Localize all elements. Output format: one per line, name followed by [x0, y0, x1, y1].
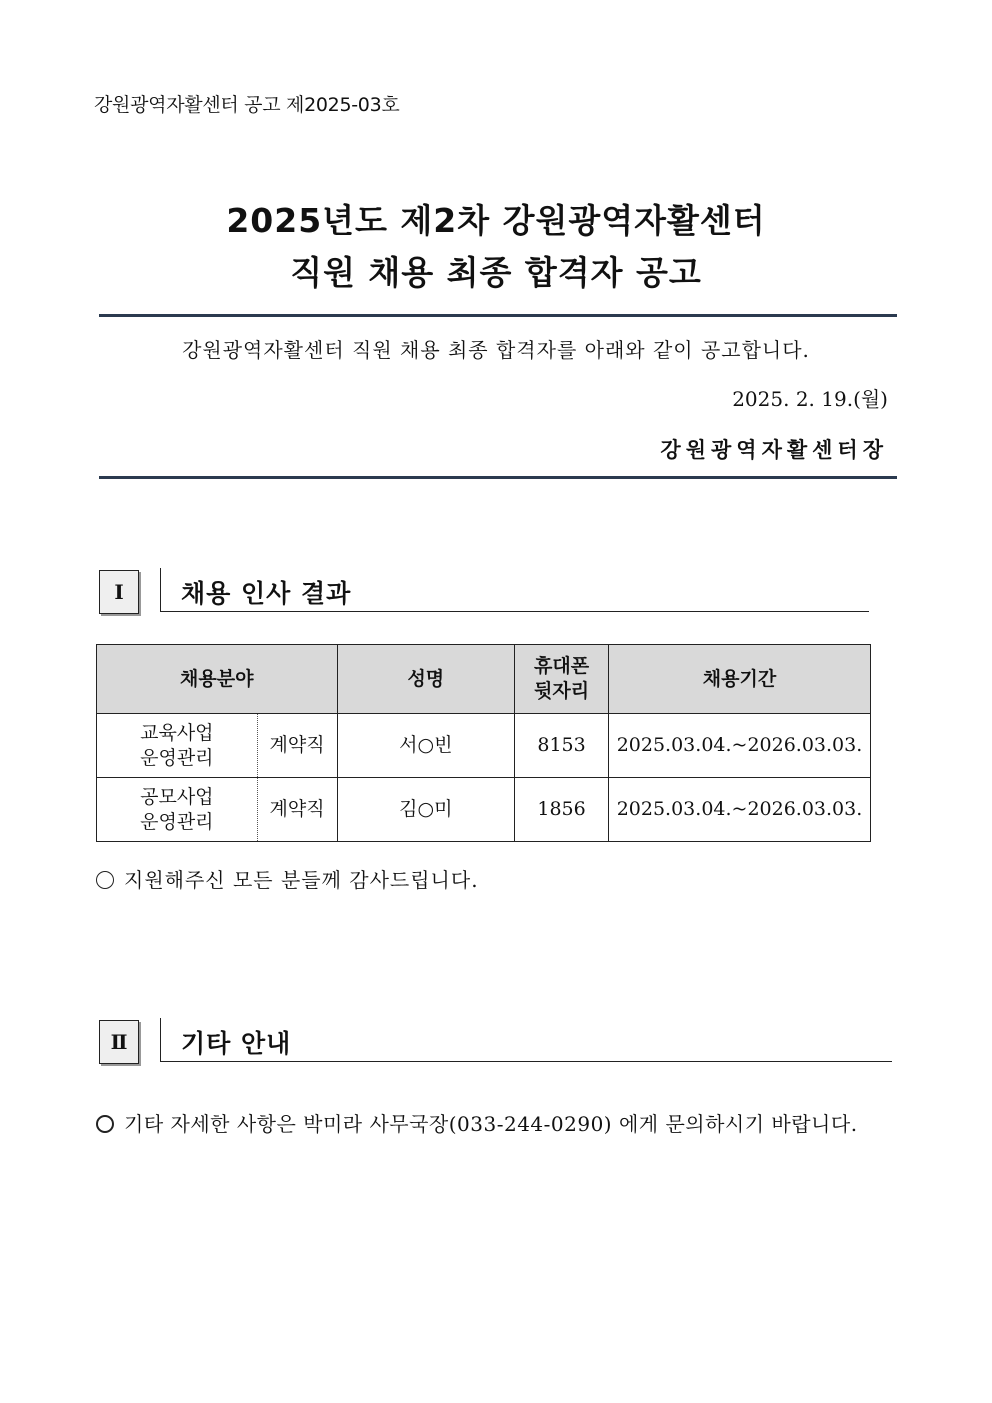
notice-number: 강원광역자활센터 공고 제2025-03호 [94, 94, 400, 116]
cell-type: 계약직 [257, 778, 337, 842]
top-divider [99, 314, 897, 317]
section2-number: Ⅱ [99, 1020, 139, 1064]
header-phone: 휴대폰 뒷자리 [515, 645, 609, 714]
thanks-note [96, 864, 479, 893]
table-row [97, 778, 871, 842]
cell-name: 김○미 [337, 778, 515, 842]
bottom-divider [99, 476, 897, 479]
table-header-row [97, 645, 871, 714]
page-title-line2: 직원 채용 최종 합격자 공고 [290, 253, 702, 292]
section1-underline [161, 611, 869, 612]
contact-note [96, 1108, 858, 1137]
circle-bullet-icon [96, 871, 114, 889]
header-period: 채용기간 [609, 645, 871, 714]
results-table [96, 644, 871, 842]
cell-name: 서○빈 [337, 714, 515, 778]
cell-period: 2025.03.04.~2026.03.03. [609, 714, 871, 778]
cell-field: 공모사업 운영관리 [97, 778, 258, 842]
section1-number: Ⅰ [99, 570, 139, 614]
contact-note-text: 기타 자세한 사항은 박미라 사무국장(033-244-0290) 에게 문의하시기 바랍니다. [124, 1112, 858, 1136]
table-row [97, 714, 871, 778]
notice-date: 2025. 2. 19.(월) [732, 387, 888, 411]
cell-field: 교육사업 운영관리 [97, 714, 258, 778]
header-field: 채용분야 [97, 645, 338, 714]
cell-period: 2025.03.04.~2026.03.03. [609, 778, 871, 842]
section2-underline [161, 1061, 892, 1062]
thanks-note-text: 지원해주신 모든 분들께 감사드립니다. [124, 868, 479, 892]
signer: 강원광역자활센터장 [660, 437, 888, 462]
section2-title: 기타 안내 [181, 1029, 292, 1058]
cell-phone: 1856 [515, 778, 609, 842]
header-name: 성명 [337, 645, 515, 714]
section1-divider [160, 568, 161, 612]
circle-bullet-icon [96, 1115, 114, 1133]
section1-title: 채용 인사 결과 [181, 579, 352, 608]
cell-type: 계약직 [257, 714, 337, 778]
intro-text: 강원광역자활센터 직원 채용 최종 합격자를 아래와 같이 공고합니다. [182, 338, 810, 362]
page-title-line1: 2025년도 제2차 강원광역자활센터 [226, 201, 766, 240]
cell-phone: 8153 [515, 714, 609, 778]
section2-divider [160, 1018, 161, 1062]
